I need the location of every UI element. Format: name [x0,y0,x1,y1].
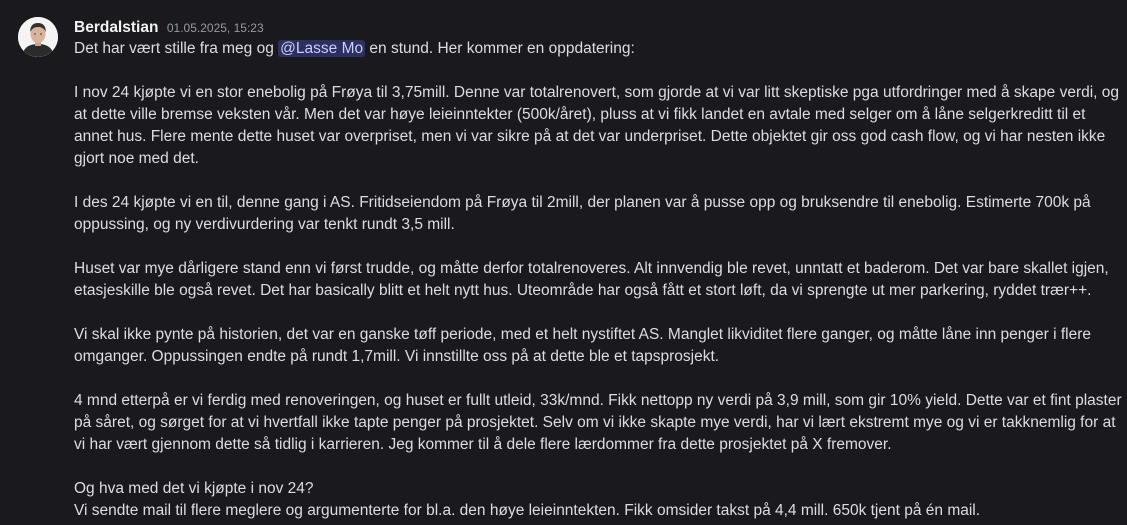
message-timestamp: 01.05.2025, 15:23 [166,21,264,35]
paragraph-gap [74,170,1122,192]
paragraph-tough-period: Vi skal ikke pynte på historien, det var en ganske tøff periode, med et helt nystiftet AS. Manglet likviditet flere ganger, og måtte låne inn penger i flere omganger. Oppussingen endte på rundt 1,7mill. Vi innstillte oss på at dette ble et tapsprosjekt. [74,326,1091,365]
paragraph-purchase-nov: I nov 24 kjøpte vi en stor enebolig på Frøya til 3,75mill. Denne var totalrenovert, som gjorde at vi var litt skeptiske pga utfordringer med å skape verdi, og at dette ville bremse veksten vår. Men det var høye leieinntekter (500k/året), pluss at vi fikk landet en avtale med selger om å låne selgerkreditt til et annet hus. Flere mente dette huset var overpriset, men vi var sikre på at det var underpriset. Dette objektet gir oss god cash flow, og vi har nesten ikke gjort noe med det. [74,84,1120,167]
paragraph-result: 4 mnd etterpå er vi ferdig med renoveringen, og huset er fullt utleid, 33k/mnd. Fikk nettopp ny verdi på 3,9 mill, som gir 10% yield. Dette var et fint plaster på såret, og sørget for at vi hvertfall ikke tapte penger på prosjektet. Selv om vi ikke skapte mye verdi, har vi lært ekstremt mye og vi er takknemlig for at vi har vært gjennom dette så tidlig i karrieren. Jeg kommer til å dele flere lærdommer fra dette prosjektet på X fremover. [74,392,1122,453]
intro-line [74,38,1122,60]
user-avatar-icon[interactable] [18,17,58,57]
paragraph-gap [74,456,1122,478]
intro-text-before: Det har vært stille fra meg og [74,40,279,57]
author-name[interactable]: Berdalstian [74,19,159,36]
paragraph-renovation: Huset var mye dårligere stand enn vi først trudde, og måtte derfor totalrenoveres. Alt innvendig ble revet, unntatt et baderom. Det var bare skallet igjen, etasjeskille ble også revet. Det har basically blitt et helt nytt hus. Uteområde har også fått et stort løft, da vi sprengte ut mer parkering, ryddet trær++. [74,260,1109,299]
paragraph-gap [74,60,1122,82]
paragraph-gap [74,302,1122,324]
message-body [74,38,1122,522]
final-question-line: Og hva med det vi kjøpte i nov 24? [74,480,314,497]
paragraph-gap [74,236,1122,258]
final-answer-line: Vi sendte mail til flere meglere og argumenterte for bl.a. den høye leieinntekten. Fikk omsider takst på 4,4 mill. 650k tjent på én mail. [74,502,981,519]
paragraph-gap [74,368,1122,390]
message-header [74,17,264,39]
paragraph-purchase-des: I des 24 kjøpte vi en til, denne gang i AS. Fritidseiendom på Frøya til 2mill, der planen var å pusse opp og bruksendre til enebolig. Estimerte 700k på oppussing, og ny verdivurdering var tenkt rundt 3,5 mill. [74,194,1091,233]
user-mention[interactable]: @Lasse Mo [280,40,364,57]
intro-text-after: en stund. Her kommer en oppdatering: [365,40,635,57]
